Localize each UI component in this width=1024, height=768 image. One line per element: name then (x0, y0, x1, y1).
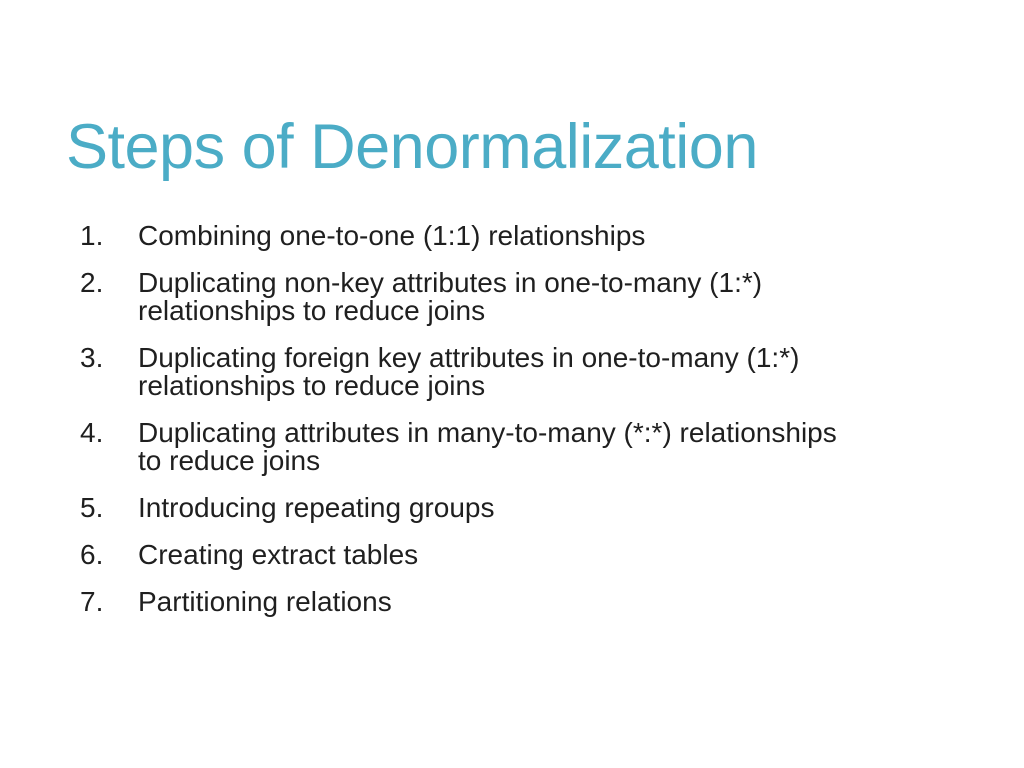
step-number: 1. (80, 220, 104, 251)
step-item-4 (80, 419, 980, 475)
step-text-line: Creating extract tables (138, 539, 419, 570)
step-number: 7. (80, 586, 104, 617)
step-text (138, 588, 392, 616)
step-item-3 (80, 344, 980, 400)
step-text-line: Duplicating attributes in many-to-many (*:*) relationships (138, 417, 837, 448)
step-number: 5. (80, 492, 104, 523)
step-text-line: Duplicating non-key attributes in one-to-many (1:*) (138, 267, 763, 298)
slide-title: Steps of Denormalization (66, 112, 758, 182)
step-text (138, 419, 837, 475)
step-text-line: relationships to reduce joins (138, 370, 486, 401)
step-text (138, 494, 494, 522)
step-text (138, 344, 799, 400)
step-number: 3. (80, 342, 104, 373)
step-text-line: Introducing repeating groups (138, 492, 495, 523)
step-text-line: Combining one-to-one (1:1) relationships (138, 220, 646, 251)
step-text-line: to reduce joins (138, 445, 321, 476)
step-item-6 (80, 541, 980, 569)
step-item-5 (80, 494, 980, 522)
step-text (138, 222, 645, 250)
step-item-7 (80, 588, 980, 616)
step-item-1 (80, 222, 980, 250)
step-number: 4. (80, 417, 104, 448)
step-item-2 (80, 269, 980, 325)
step-text-line: relationships to reduce joins (138, 295, 486, 326)
step-text (138, 269, 762, 325)
step-text-line: Duplicating foreign key attributes in one-to-many (1:*) (138, 342, 800, 373)
steps-list (80, 222, 980, 635)
step-number: 2. (80, 267, 104, 298)
step-text (138, 541, 418, 569)
step-text-line: Partitioning relations (138, 586, 392, 617)
step-number: 6. (80, 539, 104, 570)
